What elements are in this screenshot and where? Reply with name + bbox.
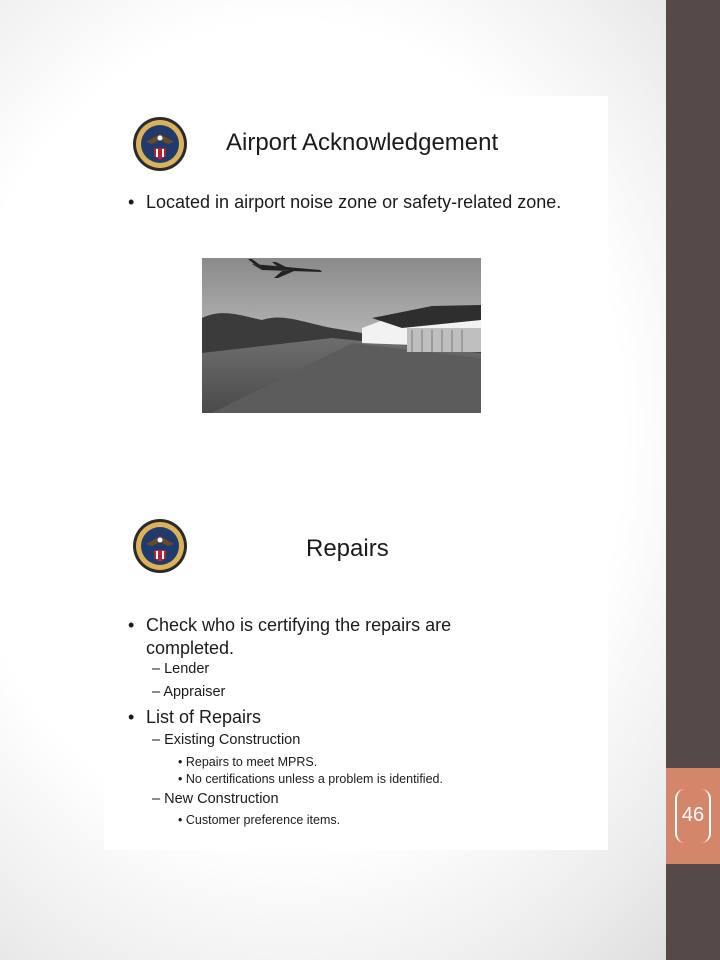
item-text: No certifications unless a problem is identified. [185, 772, 443, 786]
dash-marker: – [152, 791, 161, 807]
bullet-dot: • [178, 813, 183, 827]
slide2-bullet-2 [128, 706, 506, 729]
slide2-sub-new [152, 790, 279, 809]
slide2-title: Repairs [306, 535, 389, 562]
sub-text: Appraiser [163, 684, 226, 700]
slide1-title: Airport Acknowledgement [226, 129, 499, 156]
dash-marker: – [152, 684, 161, 700]
slide1-bullet [128, 191, 586, 214]
bullet-dot: • [128, 707, 135, 727]
slide2-sub-appraiser [152, 683, 225, 702]
slide2-item [178, 812, 340, 828]
dash-marker: – [152, 661, 161, 677]
sub-text: Lender [164, 661, 210, 677]
slide1-bullet-text: Located in airport noise zone or safety-related zone. [146, 192, 562, 212]
sub-text: Existing Construction [164, 732, 301, 748]
slide2-sub-lender [152, 660, 209, 679]
bullet-dot: • [128, 192, 135, 212]
bullet-dot: • [128, 615, 135, 635]
va-seal-icon [132, 518, 188, 574]
item-text: Repairs to meet MPRS. [185, 755, 318, 769]
page-number-badge [666, 768, 720, 864]
va-seal-icon [132, 116, 188, 172]
dash-marker: – [152, 732, 161, 748]
airplane-over-house-photo [202, 258, 481, 413]
slide2-bullet-1-text: Check who is certifying the repairs are completed. [146, 615, 452, 658]
slide2-item [178, 754, 317, 770]
item-text: Customer preference items. [185, 813, 341, 827]
sub-text: New Construction [164, 791, 279, 807]
slide2-sub-existing [152, 731, 300, 750]
page-number: 46 [681, 804, 705, 826]
slide2-item [178, 771, 443, 787]
bullet-dot: • [178, 772, 183, 786]
slide2-bullet-2-text: List of Repairs [146, 707, 262, 727]
bullet-dot: • [178, 755, 183, 769]
slide2-bullet-1 [128, 614, 506, 660]
